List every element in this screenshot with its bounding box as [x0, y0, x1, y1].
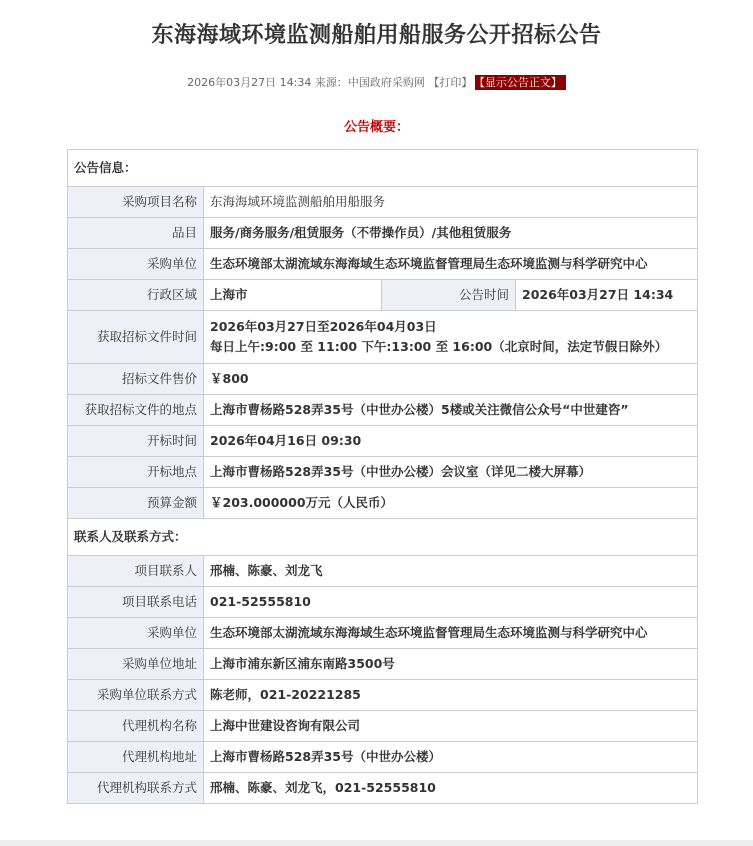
notice-summary-table — [67, 149, 698, 804]
field-label: 采购单位地址 — [68, 649, 204, 680]
field-label: 采购项目名称 — [68, 187, 204, 218]
open-time-value: 2026年04月16日 09:30 — [204, 426, 698, 457]
meta-line — [0, 74, 753, 90]
table-row — [68, 457, 698, 488]
table-row — [68, 488, 698, 519]
page-bottom-bar — [0, 840, 753, 846]
category-value: 服务/商务服务/租赁服务（不带操作员）/其他租赁服务 — [204, 218, 698, 249]
print-link[interactable]: 【打印】 — [428, 76, 473, 89]
agency-name-value: 上海中世建设咨询有限公司 — [204, 711, 698, 742]
doc-place-value: 上海市曹杨路528弄35号（中世办公楼）5楼或关注微信公众号“中世建咨” — [204, 395, 698, 426]
purchaser-contact-value: 陈老师，021-20221285 — [204, 680, 698, 711]
field-label: 项目联系电话 — [68, 587, 204, 618]
doc-time-dates: 2026年03月27日至2026年04月03日 — [210, 319, 437, 334]
show-notice-button[interactable]: 【显示公告正文】 — [475, 75, 566, 90]
doc-time-hours: 每日上午:9:00 至 11:00 下午:13:00 至 16:00（北京时间，法定节假日除外） — [210, 339, 668, 354]
purchaser-value: 生态环境部太湖流域东海海域生态环境监督管理局生态环境监测与科学研究中心 — [204, 249, 698, 280]
field-label: 代理机构名称 — [68, 711, 204, 742]
table-row — [68, 249, 698, 280]
field-label: 预算金额 — [68, 488, 204, 519]
section-row — [68, 150, 698, 187]
table-row — [68, 311, 698, 364]
field-label: 代理机构联系方式 — [68, 773, 204, 804]
field-label: 品目 — [68, 218, 204, 249]
table-row — [68, 395, 698, 426]
source-name: 中国政府采购网 — [347, 76, 425, 89]
summary-heading: 公告概要： — [343, 120, 409, 135]
field-label: 采购单位 — [68, 249, 204, 280]
publish-date: 2026年03月27日 14:34 — [187, 76, 312, 89]
announcement-info-heading: 公告信息： — [68, 150, 698, 187]
doc-time-value — [204, 311, 698, 364]
field-label: 开标地点 — [68, 457, 204, 488]
table-row — [68, 280, 698, 311]
agency-contact-value: 邢楠、陈豪、刘龙飞，021-52555810 — [204, 773, 698, 804]
field-label: 采购单位 — [68, 618, 204, 649]
field-label: 采购单位联系方式 — [68, 680, 204, 711]
purchaser-address-value: 上海市浦东新区浦东南路3500号 — [204, 649, 698, 680]
agency-address-value: 上海市曹杨路528弄35号（中世办公楼） — [204, 742, 698, 773]
doc-price-value: ￥800 — [204, 364, 698, 395]
table-row — [68, 680, 698, 711]
table-row — [68, 364, 698, 395]
field-label: 代理机构地址 — [68, 742, 204, 773]
region-value: 上海市 — [204, 280, 382, 311]
project-contact-value: 邢楠、陈豪、刘龙飞 — [204, 556, 698, 587]
table-row — [68, 556, 698, 587]
table-row — [68, 773, 698, 804]
publish-time-value: 2026年03月27日 14:34 — [516, 280, 698, 311]
page-title: 东海海域环境监测船舶用船服务公开招标公告 — [151, 23, 602, 48]
table-row — [68, 649, 698, 680]
budget-value: ￥203.000000万元（人民币） — [204, 488, 698, 519]
open-place-value: 上海市曹杨路528弄35号（中世办公楼）会议室（详见二楼大屏幕） — [204, 457, 698, 488]
table-row — [68, 618, 698, 649]
table-row — [68, 218, 698, 249]
field-label: 获取招标文件的地点 — [68, 395, 204, 426]
section-row — [68, 519, 698, 556]
table-row — [68, 742, 698, 773]
field-label: 开标时间 — [68, 426, 204, 457]
field-label: 获取招标文件时间 — [68, 311, 204, 364]
project-name-value: 东海海域环境监测船舶用船服务 — [204, 187, 698, 218]
table-row — [68, 187, 698, 218]
source-label: 来源： — [314, 76, 348, 89]
project-phone-value: 021-52555810 — [204, 587, 698, 618]
table-row — [68, 711, 698, 742]
contact-purchaser-value: 生态环境部太湖流域东海海域生态环境监督管理局生态环境监测与科学研究中心 — [204, 618, 698, 649]
field-label: 项目联系人 — [68, 556, 204, 587]
contact-info-heading: 联系人及联系方式： — [68, 519, 698, 556]
table-row — [68, 426, 698, 457]
field-label: 行政区域 — [68, 280, 204, 311]
field-label: 招标文件售价 — [68, 364, 204, 395]
table-row — [68, 587, 698, 618]
field-label: 公告时间 — [382, 280, 516, 311]
